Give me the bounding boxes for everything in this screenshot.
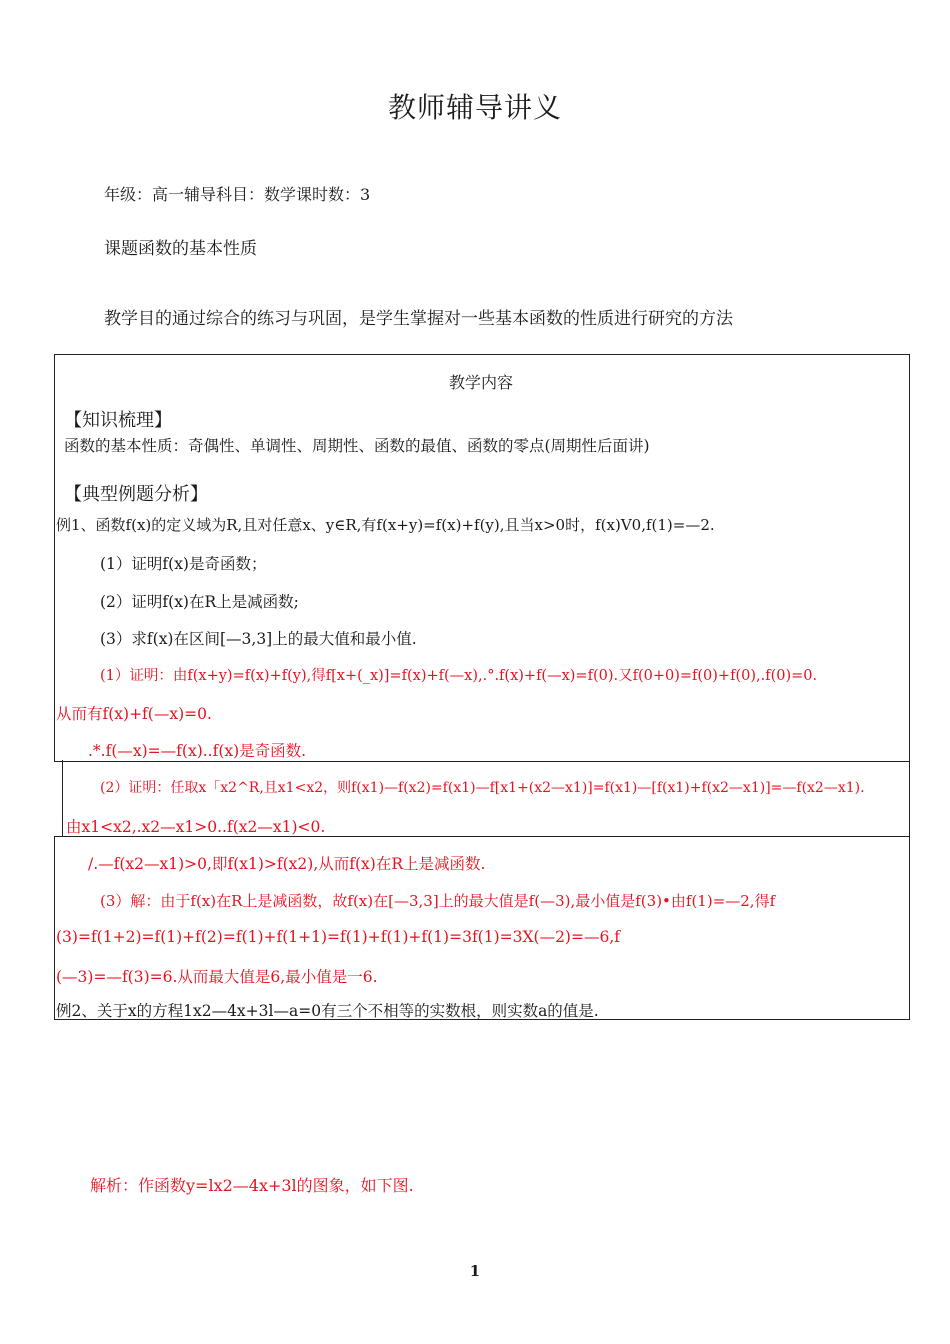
solution-2-line-1: (2）证明：任取x「x2^R,且x1<x2，则f(x1)—f(x2)=f(x1)—f[x1+(x2—x1)]=f(x1)—[f(x1)+f(x2—x1)]=—f(x2—x1). bbox=[100, 780, 865, 796]
example1-question-2: (2）证明f(x)在R上是减函数; bbox=[100, 593, 299, 611]
analysis-text: 解析：作函数y=lx2—4x+3l的图象，如下图. bbox=[90, 1176, 414, 1195]
page-number: 1 bbox=[469, 1262, 481, 1280]
solution-2-line-3: /.—f(x2—x1)>0,即f(x1)>f(x2),从而f(x)在R上是减函数. bbox=[88, 855, 486, 873]
solution-1-line-1: (1）证明：由f(x+y)=f(x)+f(y),得f[x+(_x)]=f(x)+f(—x),.°.f(x)+f(—x)=f(0).又f(0+0)=f(0)+f(0),.f(0)=0. bbox=[100, 668, 818, 684]
solution-3-line-1: (3）解：由于f(x)在R上是减函数，故f(x)在[—3,3]上的最大值是f(—3),最小值是f(3)•由f(1)=—2,得f bbox=[100, 892, 776, 910]
course-meta: 年级：高一辅导科目：数学课时数：3 bbox=[104, 185, 371, 204]
knowledge-heading: 【知识梳理】 bbox=[64, 410, 172, 431]
example1-question-1: (1）证明f(x)是奇函数； bbox=[100, 555, 267, 573]
examples-heading: 【典型例题分析】 bbox=[64, 484, 208, 505]
solution-2-line-2: 由x1<x2,.x2—x1>0..f(x2—x1)<0. bbox=[66, 818, 326, 836]
solution-3-line-3: (—3)=—f(3)=6.从而最大值是6,最小值是一6. bbox=[56, 968, 378, 986]
example2-statement: 例2、关于x的方程1x2—4x+3l—a=0有三个不相等的实数根，则实数a的值是. bbox=[56, 1002, 599, 1020]
solution-1-line-2: 从而有f(x)+f(—x)=0. bbox=[56, 705, 212, 723]
solution-1-line-3: .*.f(—x)=—f(x)..f(x)是奇函数. bbox=[88, 742, 307, 760]
page-title: 教师辅导讲义 bbox=[387, 91, 562, 124]
table-header: 教学内容 bbox=[448, 373, 513, 392]
example1-question-3: (3）求f(x)在区间[—3,3]上的最大值和最小值. bbox=[100, 630, 417, 648]
example1-statement: 例1、函数f(x)的定义域为R,且对任意x、y∈R,有f(x+y)=f(x)+f(y),且当x>0时，f(x)V0,f(1)=—2. bbox=[56, 516, 715, 534]
knowledge-text: 函数的基本性质：奇偶性、单调性、周期性、函数的最值、函数的零点(周期性后面讲) bbox=[64, 437, 650, 455]
lesson-topic: 课题函数的基本性质 bbox=[104, 239, 257, 259]
solution-3-line-2: (3)=f(1+2)=f(1)+f(2)=f(1)+f(1+1)=f(1)+f(1)+f(1)=3f(1)=3X(—2)=—6,f bbox=[56, 928, 620, 946]
teaching-goal: 教学目的通过综合的练习与巩固，是学生掌握对一些基本函数的性质进行研究的方法 bbox=[104, 309, 733, 329]
